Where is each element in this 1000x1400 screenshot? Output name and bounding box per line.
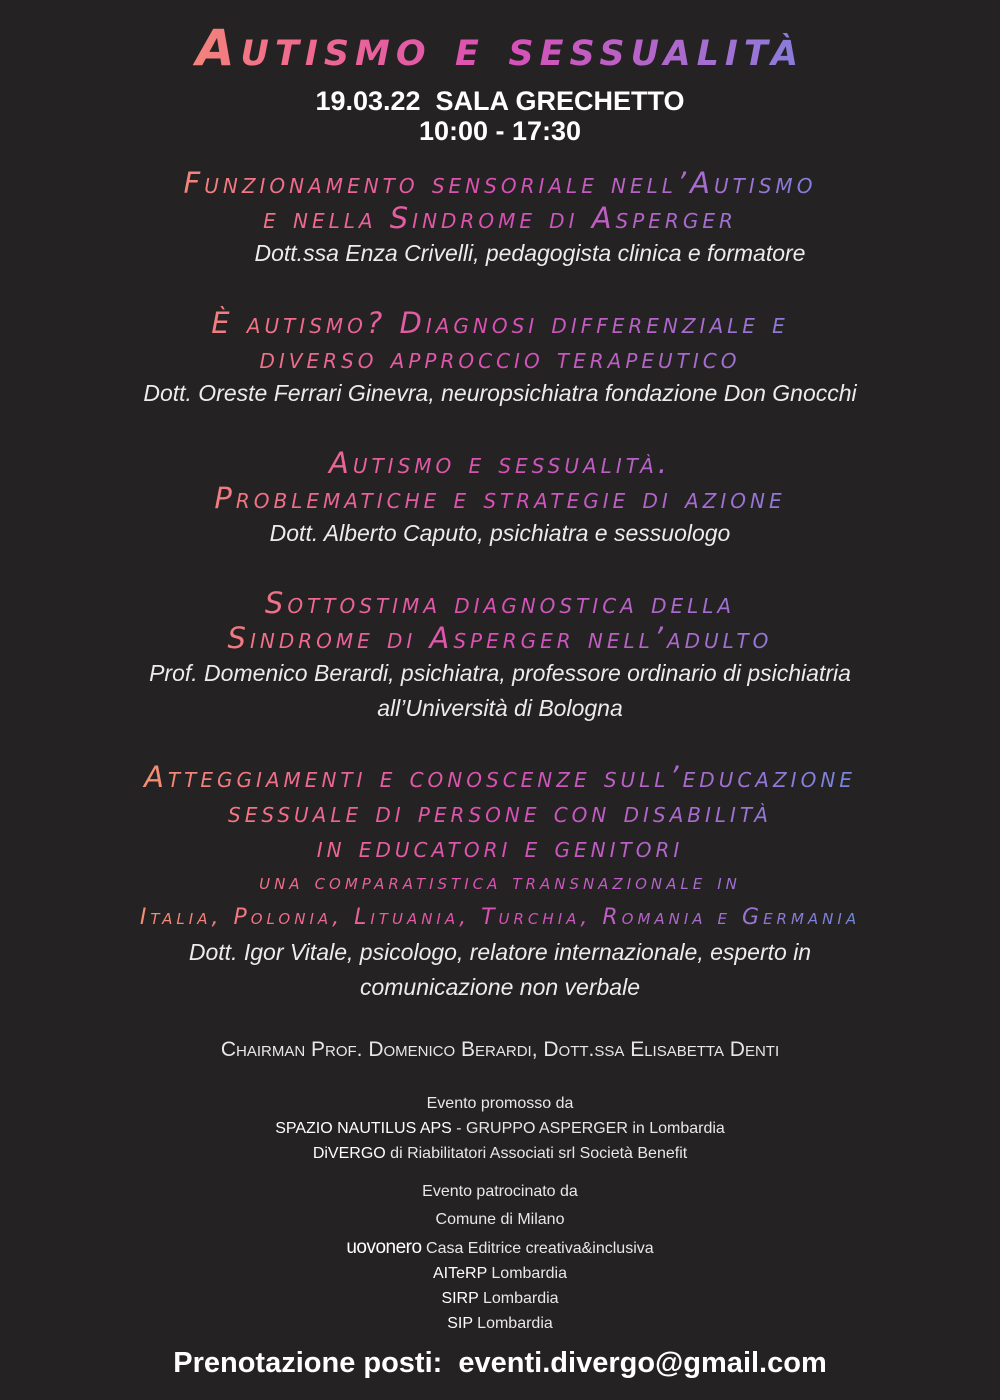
patronage-label: Evento patrocinato da: [422, 1183, 578, 1200]
main-title: Autismo e sessualità: [0, 18, 1000, 78]
patron-name: SIP: [447, 1315, 473, 1332]
talk-title-line: sessuale di persone con disabilità: [0, 795, 1000, 830]
talk-title-line: e nella Sindrome di Asperger: [0, 201, 1000, 236]
patron-desc: Lombardia: [486, 1265, 567, 1282]
promoted-by: [0, 1091, 1000, 1166]
promoter-desc: di Riabilitatori Associati srl Società Benefit: [385, 1145, 688, 1162]
talk-title-line: Atteggiamenti e conoscenze sull’educazione: [0, 760, 1000, 795]
talk-title-line: in educatori e genitori: [0, 830, 1000, 865]
patron-comune: Comune di Milano: [435, 1211, 565, 1228]
talk-3: [0, 446, 1000, 551]
speaker: Dott. Oreste Ferrari Ginevra, neuropsichiatra fondazione Don Gnocchi: [143, 380, 857, 406]
patron-name: SIRP: [441, 1290, 479, 1307]
speaker: Dott. Alberto Caputo, psichiatra e sessuologo: [269, 520, 731, 546]
patron-desc: Lombardia: [472, 1315, 553, 1332]
date-time: [0, 86, 1000, 146]
booking-email[interactable]: Prenotazione posti: eventi.divergo@gmail.com: [173, 1347, 827, 1379]
time-range: 10:00 - 17:30: [418, 116, 582, 146]
talk-2: [0, 306, 1000, 411]
promoted-label: Evento promosso da: [426, 1095, 574, 1112]
chairman: Chairman Prof. Domenico Berardi, Dott.ssa Elisabetta Denti: [220, 1038, 780, 1061]
patron-desc: Lombardia: [478, 1290, 559, 1307]
speaker: Dott. Igor Vitale, psicologo, relatore internazionale, esperto in: [188, 939, 812, 965]
talk-title-line: Funzionamento sensoriale nell’Autismo: [0, 166, 1000, 201]
patron-desc: Casa Editrice creativa&inclusiva: [421, 1240, 654, 1257]
talk-title-line: diverso approccio terapeutico: [0, 341, 1000, 376]
talk-title-line: È autismo? Diagnosi differenziale e: [0, 306, 1000, 341]
speaker: Prof. Domenico Berardi, psichiatra, professore ordinario di psichiatria: [149, 660, 851, 686]
talk-title-line: Sottostima diagnostica della: [0, 586, 1000, 621]
patron-line: [0, 1311, 1000, 1336]
talk-4: [0, 586, 1000, 726]
talk-title-line: Sindrome di Asperger nell’adulto: [0, 621, 1000, 656]
promoter-line: [0, 1141, 1000, 1166]
promoter-name: SPAZIO NAUTILUS APS: [275, 1120, 452, 1137]
patron-line: [0, 1235, 1000, 1261]
patron-name: AITeRP: [433, 1265, 487, 1282]
talk-5: [0, 760, 1000, 1005]
speaker: all’Università di Bologna: [377, 695, 623, 721]
speaker: comunicazione non verbale: [359, 974, 640, 1000]
talk-title-line: Autismo e sessualità.: [0, 446, 1000, 481]
speaker: Dott.ssa Enza Crivelli, pedagogista clinica e formatore: [254, 240, 806, 266]
promoter-name: DiVERGO: [312, 1145, 386, 1162]
talk-subtitle-line: una comparatistica transnazionale in: [0, 865, 1000, 900]
talk-title-line: Problematiche e strategie di azione: [0, 481, 1000, 516]
patronage: [0, 1179, 1000, 1336]
talk-subtitle-line: Italia, Polonia, Lituania, Turchia, Romania e Germania: [0, 900, 1000, 935]
uovonero-logo: uovonero: [346, 1237, 422, 1258]
patron-line: [0, 1261, 1000, 1286]
patron-line: [0, 1286, 1000, 1311]
date-venue: 19.03.22 SALA GRECHETTO: [315, 86, 685, 116]
talk-1: [0, 166, 1000, 271]
promoter-desc: - GRUPPO ASPERGER in Lombardia: [451, 1120, 725, 1137]
promoter-line: [0, 1116, 1000, 1141]
